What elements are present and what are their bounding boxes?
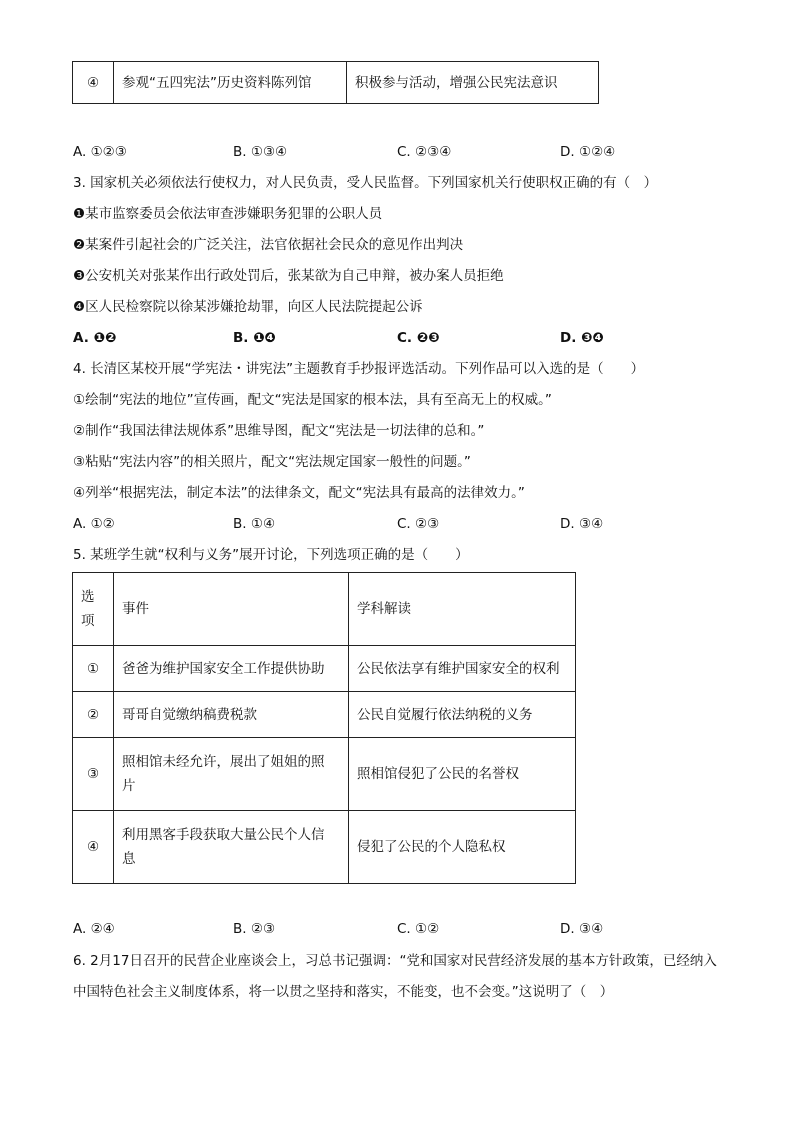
row-number: ④ (73, 62, 114, 104)
q4-stem: 4. 长清区某校开展“学宪法・讲宪法”主题教育手抄报评选活动。下列作品可以入选的是（ ） (73, 361, 645, 377)
q4-item-1: ①绘制“宪法的地位”宣传画，配文“宪法是国家的根本法，具有至高无上的权威。” (73, 392, 552, 408)
q5-table (72, 572, 576, 884)
table-row (73, 62, 599, 104)
row-event: 爸爸为维护国家安全工作提供协助 (114, 646, 349, 692)
option-b: B. ②③ (233, 921, 276, 937)
q2-options (73, 142, 713, 162)
table-row (73, 738, 576, 811)
q3-item-4: ❹区人民检察院以徐某涉嫌抢劫罪，向区人民法院提起公诉 (73, 299, 423, 315)
option-c: C. ②③④ (397, 144, 452, 160)
option-a: A. ❶❷ (73, 330, 117, 346)
row-interpretation: 照相馆侵犯了公民的名誉权 (349, 738, 576, 811)
q3-item-2: ❷某案件引起社会的广泛关注，法官依据社会民众的意见作出判决 (73, 237, 464, 253)
table-row (73, 692, 576, 738)
q3-item-3: ❸公安机关对张某作出行政处罚后，张某欲为自己申辩，被办案人员拒绝 (73, 268, 504, 284)
row-interpretation: 公民依法享有维护国家安全的权利 (349, 646, 576, 692)
row-interpretation: 积极参与活动，增强公民宪法意识 (347, 62, 599, 104)
row-number: ① (73, 646, 114, 692)
q4-item-4: ④列举“根据宪法，制定本法”的法律条文，配文“宪法具有最高的法律效力。” (73, 485, 525, 501)
option-a: A. ②④ (73, 921, 115, 937)
option-d: D. ❸❹ (560, 330, 604, 346)
row-number: ④ (73, 811, 114, 884)
option-b: B. ①④ (233, 516, 276, 532)
row-number: ③ (73, 738, 114, 811)
option-c: C. ①② (397, 921, 440, 937)
option-c: C. ❷❸ (397, 330, 440, 346)
row-event: 利用黑客手段获取大量公民个人信 息 (114, 811, 349, 884)
row-interpretation: 公民自觉履行依法纳税的义务 (349, 692, 576, 738)
row-number: ② (73, 692, 114, 738)
row-event: 参观“五四宪法”历史资料陈列馆 (114, 62, 347, 104)
q5-stem: 5. 某班学生就“权利与义务”展开讨论，下列选项正确的是（ ） (73, 547, 469, 563)
top-table (72, 61, 599, 104)
q3-options (73, 328, 713, 348)
row-event: 照相馆未经允许，展出了姐姐的照 片 (114, 738, 349, 811)
header-number: 选 项 (73, 573, 114, 646)
q4-item-2: ②制作“我国法律法规体系”思维导图，配文“宪法是一切法律的总和。” (73, 423, 485, 439)
option-d: D. ①②④ (560, 144, 616, 160)
option-d: D. ③④ (560, 921, 604, 937)
q3-item-1: ❶某市监察委员会依法审查涉嫌职务犯罪的公职人员 (73, 206, 383, 222)
q3-stem: 3. 国家机关必须依法行使权力，对人民负责，受人民监督。下列国家机关行使职权正确的有（ ） (73, 175, 658, 191)
row-interpretation: 侵犯了公民的个人隐私权 (349, 811, 576, 884)
option-a: A. ①② (73, 516, 115, 532)
option-c: C. ②③ (397, 516, 440, 532)
q4-item-3: ③粘贴“宪法内容”的相关照片，配文“宪法规定国家一般性的问题。” (73, 454, 471, 470)
q5-options (73, 919, 713, 939)
row-event: 哥哥自觉缴纳稿费税款 (114, 692, 349, 738)
option-a: A. ①②③ (73, 144, 127, 160)
q4-options (73, 514, 713, 534)
q6-stem: 6. 2月17日召开的民营企业座谈会上，习总书记强调：“党和国家对民营经济发展的基本方针政策，已经纳入中国特色社会主义制度体系，将一以贯之坚持和落实，不能变，也不会变。”这说明了（ ） (73, 953, 717, 1000)
option-b: B. ❶❹ (233, 330, 276, 346)
header-interpretation: 学科解读 (349, 573, 576, 646)
header-event: 事件 (114, 573, 349, 646)
table-row (73, 811, 576, 884)
option-b: B. ①③④ (233, 144, 288, 160)
option-d: D. ③④ (560, 516, 604, 532)
table-header-row (73, 573, 576, 646)
table-row (73, 646, 576, 692)
